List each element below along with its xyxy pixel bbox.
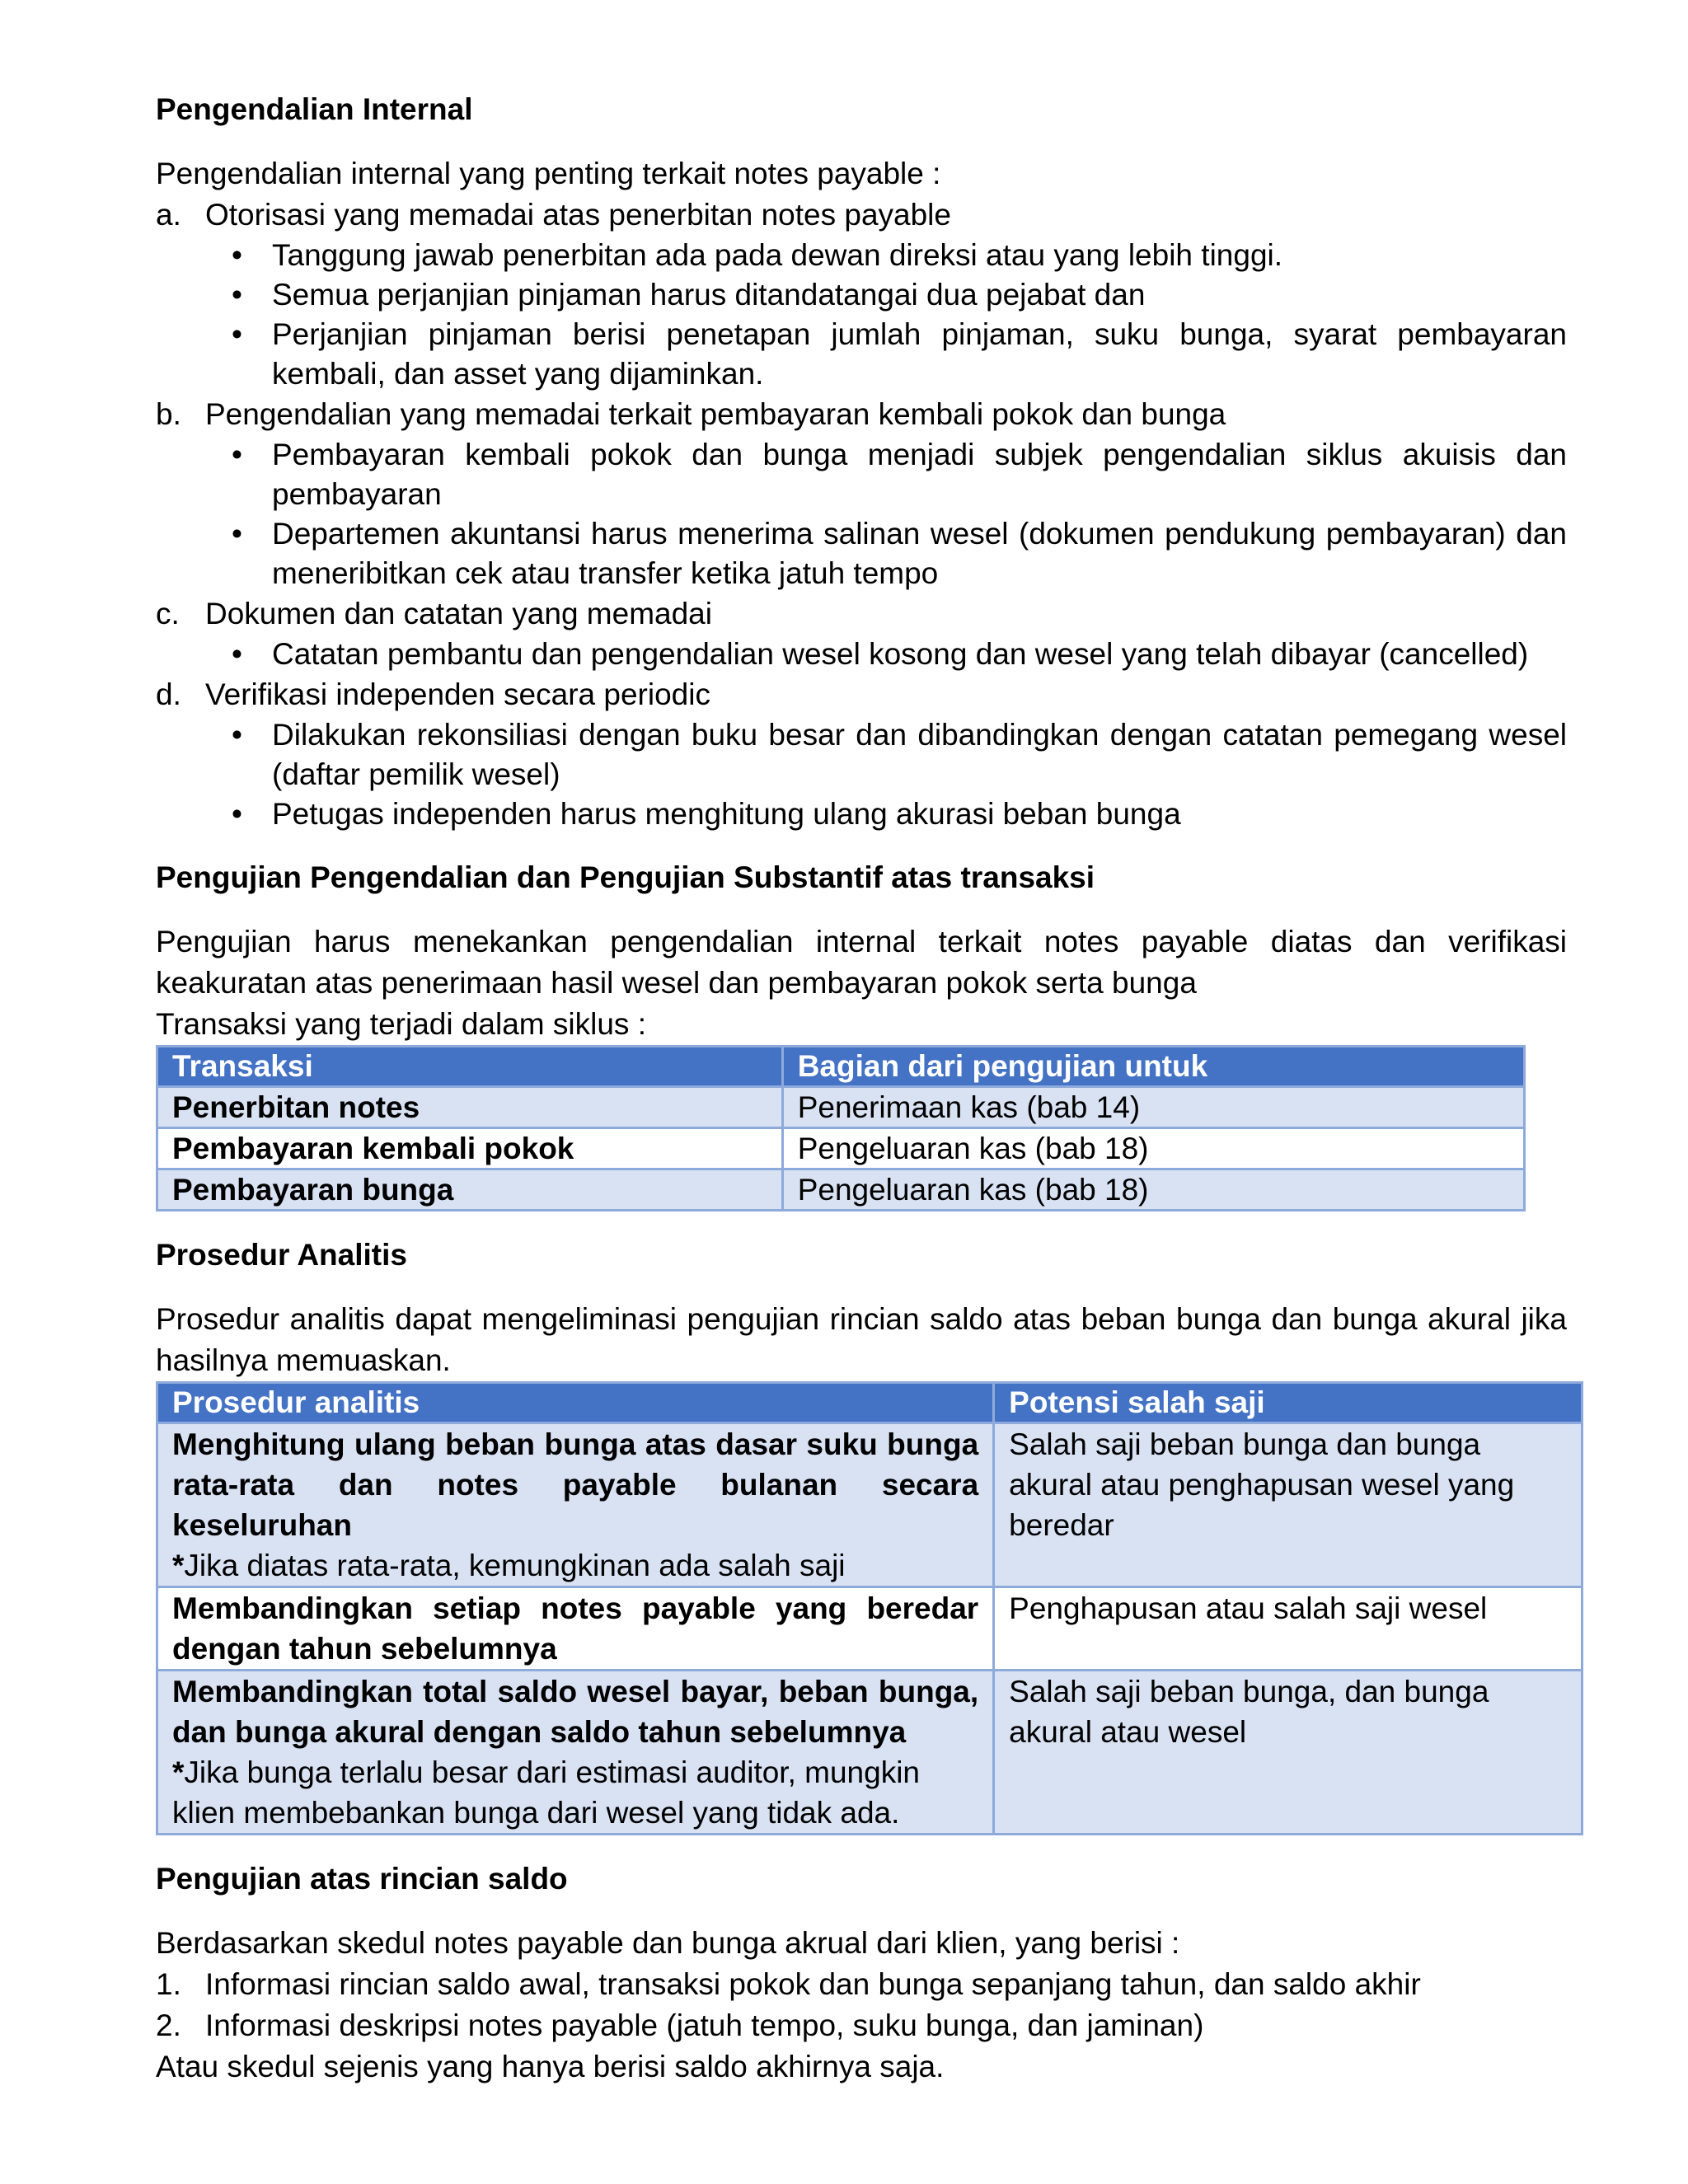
bullet-text: Pembayaran kembali pokok dan bunga menjadi subjek pengendalian siklus akuisis dan pembayaran bbox=[272, 438, 1567, 511]
procedure-note bbox=[172, 1545, 978, 1586]
list-item bbox=[156, 674, 1567, 715]
table-row bbox=[157, 1423, 1582, 1587]
list-marker: b. bbox=[156, 397, 181, 431]
bullet-text: Semua perjanjian pinjaman harus ditandatangai dua pejabat dan bbox=[272, 278, 1146, 312]
table-header-cell: Bagian dari pengujian untuk bbox=[782, 1047, 1524, 1087]
list-item bbox=[156, 394, 1567, 435]
list-marker: 1. bbox=[156, 1967, 181, 2001]
table-header-cell: Prosedur analitis bbox=[157, 1383, 994, 1423]
table-cell: Pembayaran bunga bbox=[157, 1169, 783, 1211]
procedure-text: Menghitung ulang beban bunga atas dasar suku bunga rata-rata dan notes payable bulanan secara keseluruhan bbox=[172, 1427, 979, 1542]
note-text: Jika bunga terlalu besar dari estimasi auditor, mungkin klien membebankan bunga dari wesel yang tidak ada. bbox=[172, 1755, 920, 1830]
table-cell bbox=[157, 1587, 994, 1671]
note-text: Jika diatas rata-rata, kemungkinan ada salah saji bbox=[184, 1549, 846, 1582]
table-row bbox=[157, 1128, 1525, 1169]
bullet-icon: • bbox=[232, 278, 242, 312]
section-title-pengendalian-internal: Pengendalian Internal bbox=[156, 92, 473, 126]
note-star: * bbox=[172, 1549, 185, 1582]
list-item bbox=[156, 2005, 1567, 2046]
list-marker: c. bbox=[156, 597, 180, 630]
bullet-text: Dilakukan rekonsiliasi dengan buku besar dan dibandingkan dengan catatan pemegang wesel (daftar pemilik wesel) bbox=[272, 718, 1567, 791]
table-header-row bbox=[157, 1383, 1582, 1423]
procedure-text: Membandingkan total saldo wesel bayar, beban bunga, dan bunga akural dengan saldo tahun sebelumnya bbox=[172, 1675, 979, 1749]
bullet-item bbox=[156, 315, 1567, 394]
analytical-table bbox=[156, 1381, 1583, 1835]
table-cell: Salah saji beban bunga dan bunga akural atau penghapusan wesel yang beredar bbox=[994, 1423, 1582, 1587]
bullet-item bbox=[156, 236, 1567, 275]
table-cell: Pembayaran kembali pokok bbox=[157, 1128, 783, 1169]
table-cell: Pengeluaran kas (bab 18) bbox=[782, 1169, 1524, 1211]
note-star: * bbox=[172, 1755, 185, 1789]
bullet-item bbox=[156, 635, 1567, 674]
list-item bbox=[156, 1964, 1567, 2005]
list-item-text: Dokumen dan catatan yang memadai bbox=[205, 597, 712, 630]
bullet-icon: • bbox=[232, 438, 242, 471]
section-paragraph: Prosedur analitis dapat mengeliminasi pengujian rincian saldo atas beban bunga dan bunga akural jika hasilnya memuaskan. bbox=[156, 1302, 1567, 1377]
bullet-icon: • bbox=[232, 517, 242, 551]
intro-paragraph: Berdasarkan skedul notes payable dan bunga akrual dari klien, yang berisi : bbox=[156, 1926, 1180, 1960]
bullet-text: Perjanjian pinjaman berisi penetapan jumlah pinjaman, suku bunga, syarat pembayaran kembali, dan asset yang dijaminkan. bbox=[272, 317, 1567, 391]
closing-paragraph: Atau skedul sejenis yang hanya berisi saldo akhirnya saja. bbox=[156, 2050, 945, 2083]
list-item-text: Otorisasi yang memadai atas penerbitan notes payable bbox=[205, 198, 951, 232]
list-item-text: Informasi deskripsi notes payable (jatuh tempo, suku bunga, dan jaminan) bbox=[205, 2008, 1204, 2042]
table-cell: Penerimaan kas (bab 14) bbox=[782, 1087, 1524, 1128]
section-title-pengujian-rincian-saldo: Pengujian atas rincian saldo bbox=[156, 1862, 568, 1896]
procedure-text: Membandingkan setiap notes payable yang beredar dengan tahun sebelumnya bbox=[172, 1591, 979, 1666]
bullet-icon: • bbox=[232, 238, 242, 272]
bullet-item bbox=[156, 794, 1567, 834]
bullet-text: Departemen akuntansi harus menerima salinan wesel (dokumen pendukung pembayaran) dan meneribitkan cek atau transfer ketika jatuh tempo bbox=[272, 517, 1567, 590]
list-marker: 2. bbox=[156, 2008, 181, 2042]
intro-paragraph: Pengendalian internal yang penting terkait notes payable : bbox=[156, 157, 941, 190]
list-marker: d. bbox=[156, 677, 181, 711]
list-item-text: Verifikasi independen secara periodic bbox=[205, 677, 710, 711]
bullet-text: Petugas independen harus menghitung ulang akurasi beban bunga bbox=[272, 797, 1181, 831]
section-lead: Transaksi yang terjadi dalam siklus : bbox=[156, 1007, 646, 1041]
bullet-item bbox=[156, 715, 1567, 794]
table-cell: Penerbitan notes bbox=[157, 1087, 783, 1128]
list-item bbox=[156, 194, 1567, 236]
bullet-text: Tanggung jawab penerbitan ada pada dewan direksi atau yang lebih tinggi. bbox=[272, 238, 1283, 272]
bullet-item bbox=[156, 275, 1567, 315]
document-page bbox=[156, 89, 1567, 2088]
section-title-pengujian-pengendalian: Pengujian Pengendalian dan Pengujian Substantif atas transaksi bbox=[156, 860, 1095, 894]
bullet-icon: • bbox=[232, 797, 242, 831]
section-paragraph: Pengujian harus menekankan pengendalian internal terkait notes payable diatas dan verifikasi keakuratan atas penerimaan hasil wesel dan pembayaran pokok serta bunga bbox=[156, 925, 1567, 1000]
bullet-item bbox=[156, 435, 1567, 514]
table-header-row bbox=[157, 1047, 1525, 1087]
bullet-icon: • bbox=[232, 317, 242, 351]
list-item bbox=[156, 593, 1567, 635]
section-title-prosedur-analitis: Prosedur Analitis bbox=[156, 1238, 407, 1272]
table-cell: Penghapusan atau salah saji wesel bbox=[994, 1587, 1582, 1671]
table-header-cell: Transaksi bbox=[157, 1047, 783, 1087]
transaction-table bbox=[156, 1045, 1526, 1212]
table-cell bbox=[157, 1423, 994, 1587]
table-cell: Pengeluaran kas (bab 18) bbox=[782, 1128, 1524, 1169]
bullet-icon: • bbox=[232, 718, 242, 752]
bullet-item bbox=[156, 514, 1567, 593]
table-cell bbox=[157, 1671, 994, 1835]
table-row bbox=[157, 1087, 1525, 1128]
bullet-text: Catatan pembantu dan pengendalian wesel kosong dan wesel yang telah dibayar (cancelled) bbox=[272, 637, 1529, 671]
table-header-cell: Potensi salah saji bbox=[994, 1383, 1582, 1423]
list-marker: a. bbox=[156, 198, 181, 232]
procedure-note bbox=[172, 1752, 978, 1833]
bullet-icon: • bbox=[232, 637, 242, 671]
list-item-text: Pengendalian yang memadai terkait pembayaran kembali pokok dan bunga bbox=[205, 397, 1226, 431]
table-row bbox=[157, 1587, 1582, 1671]
table-row bbox=[157, 1169, 1525, 1211]
table-row bbox=[157, 1671, 1582, 1835]
list-item-text: Informasi rincian saldo awal, transaksi pokok dan bunga sepanjang tahun, dan saldo akhir bbox=[205, 1967, 1421, 2001]
table-cell: Salah saji beban bunga, dan bunga akural atau wesel bbox=[994, 1671, 1582, 1835]
